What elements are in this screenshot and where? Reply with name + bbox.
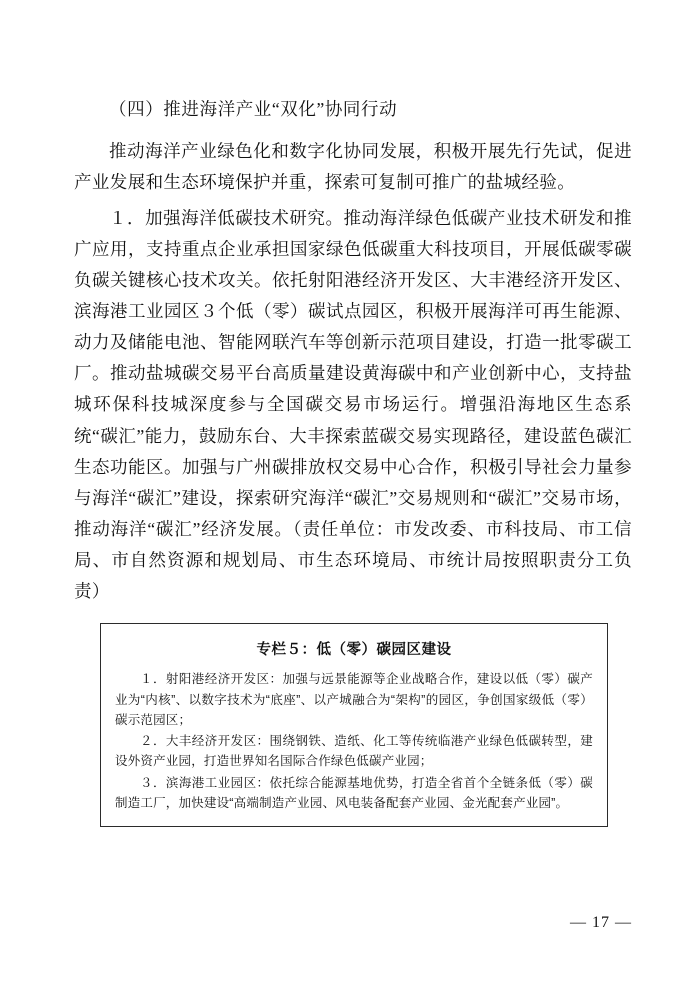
section-heading: （四）推进海洋产业“双化”协同行动 (109, 99, 398, 119)
callout-box (100, 623, 608, 827)
callout-item: ２．大丰经济开发区：围绕钢铁、造纸、化工等传统临港产业绿色低碳转型，建设外资产业园，打造世界知名国际合作绿色低碳产业园； (115, 734, 593, 769)
page-number: — 17 — (570, 914, 632, 931)
callout-title: 专栏５：低（零）碳园区建设 (256, 642, 452, 659)
callout-item: ３．滨海港工业园区：依托综合能源基地优势，打造全省首个全链条低（零）碳制造工厂，加快建设“高端制造产业园、风电装备配套产业园、金光配套产业园”。 (115, 775, 593, 810)
callout-item: １．射阳港经济开发区：加强与远景能源等企业战略合作，建设以低（零）碳产业为“内核”、以数字技术为“底座”、以产城融合为“架构”的园区，争创国家级低（零）碳示范园区； (115, 672, 593, 727)
paragraph-item-1: １．加强海洋低碳技术研究。推动海洋绿色低碳产业技术研发和推广应用，支持重点企业承担国家绿色低碳重大科技项目，开展低碳零碳负碳关键核心技术攻关。依托射阳港经济开发区、大丰港经济开发区、滨海港工业园区３个低（零）碳试点园区，积极开展海洋可再生能源、动力及储能电池、智能网联汽车等创新示范项目建设，打造一批零碳工厂。推动盐城碳交易平台高质量建设黄海碳中和产业创新中心，支持盐城环保科技城深度参与全国碳交易市场运行。增强沿海地区生态系统“碳汇”能力，鼓励东台、大丰探索蓝碳交易实现路径，建设蓝色碳汇生态功能区。加强与广州碳排放权交易中心合作，积极引导社会力量参与海洋“碳汇”建设，探索研究海洋“碳汇”交易规则和“碳汇”交易市场，推动海洋“碳汇”经济发展。（责任单位：市发改委、市科技局、市工信局、市自然资源和规划局、市生态环境局、市统计局按照职责分工负责） (74, 207, 632, 602)
paragraph-intro: 推动海洋产业绿色化和数字化协同发展，积极开展先行先试，促进产业发展和生态环境保护并重，探索可复制可推广的盐城经验。 (74, 141, 632, 193)
